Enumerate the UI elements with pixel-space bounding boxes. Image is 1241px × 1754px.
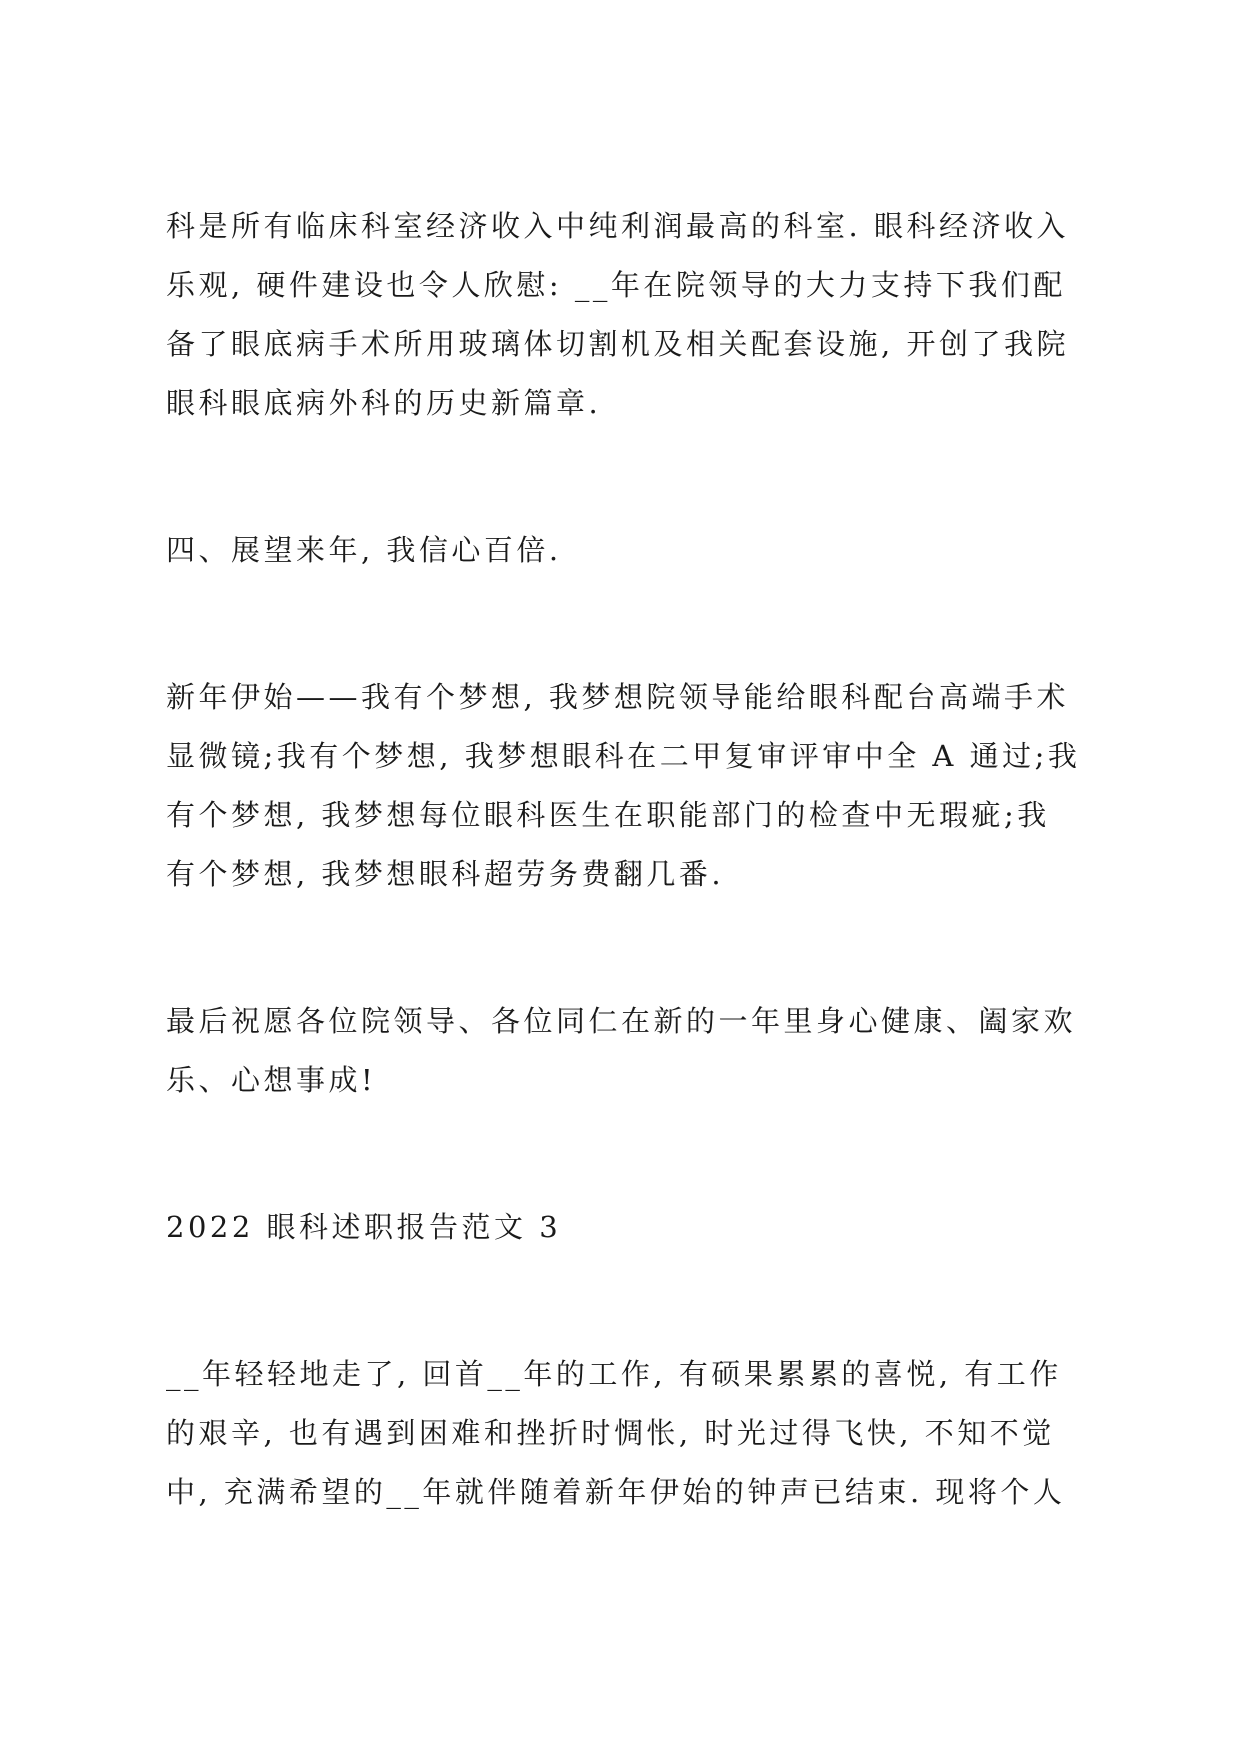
paragraph-dreams	[166, 668, 1096, 904]
paragraph-intro	[166, 1345, 1096, 1522]
text-line: 新年伊始——我有个梦想, 我梦想院领导能给眼科配台高端手术	[166, 680, 1069, 714]
text-line: 乐观, 硬件建设也令人欣慰: __年在院领导的大力支持下我们配	[166, 268, 1066, 302]
text-line: 2022 眼科述职报告范文 3	[166, 1210, 562, 1244]
text-line: 有个梦想, 我梦想眼科超劳务费翻几番.	[166, 857, 725, 891]
text-line: 乐、心想事成!	[166, 1063, 377, 1097]
text-line: 中, 充满希望的__年就伴随着新年伊始的钟声已结束. 现将个人	[166, 1475, 1066, 1509]
report-title	[166, 1198, 1096, 1257]
text-line: 最后祝愿各位院领导、各位同仁在新的一年里身心健康、阖家欢	[166, 1004, 1077, 1038]
text-line: 科是所有临床科室经济收入中纯利润最高的科室. 眼科经济收入	[166, 209, 1069, 243]
paragraph-gap	[166, 904, 1096, 992]
text-line: 备了眼底病手术所用玻璃体切割机及相关配套设施, 开创了我院	[166, 327, 1069, 361]
paragraph-gap	[166, 580, 1096, 668]
text-line: 眼科眼底病外科的历史新篇章.	[166, 386, 602, 420]
paragraph-equipment	[166, 197, 1096, 433]
text-line: 有个梦想, 我梦想每位眼科医生在职能部门的检查中无瑕疵;我	[166, 798, 1050, 832]
text-line: 四、展望来年, 我信心百倍.	[166, 533, 562, 567]
paragraph-gap	[166, 1110, 1096, 1198]
paragraph-gap	[166, 433, 1096, 521]
text-line: 的艰辛, 也有遇到困难和挫折时惆怅, 时光过得飞快, 不知不觉	[166, 1416, 1055, 1450]
paragraph-wishes	[166, 992, 1096, 1110]
section-heading-outlook	[166, 521, 1096, 580]
text-line: 显微镜;我有个梦想, 我梦想眼科在二甲复审评审中全 A 通过;我	[166, 739, 1081, 773]
text-line: __年轻轻地走了, 回首__年的工作, 有硕果累累的喜悦, 有工作	[166, 1357, 1062, 1391]
document-body	[166, 197, 1096, 1522]
paragraph-gap	[166, 1257, 1096, 1345]
